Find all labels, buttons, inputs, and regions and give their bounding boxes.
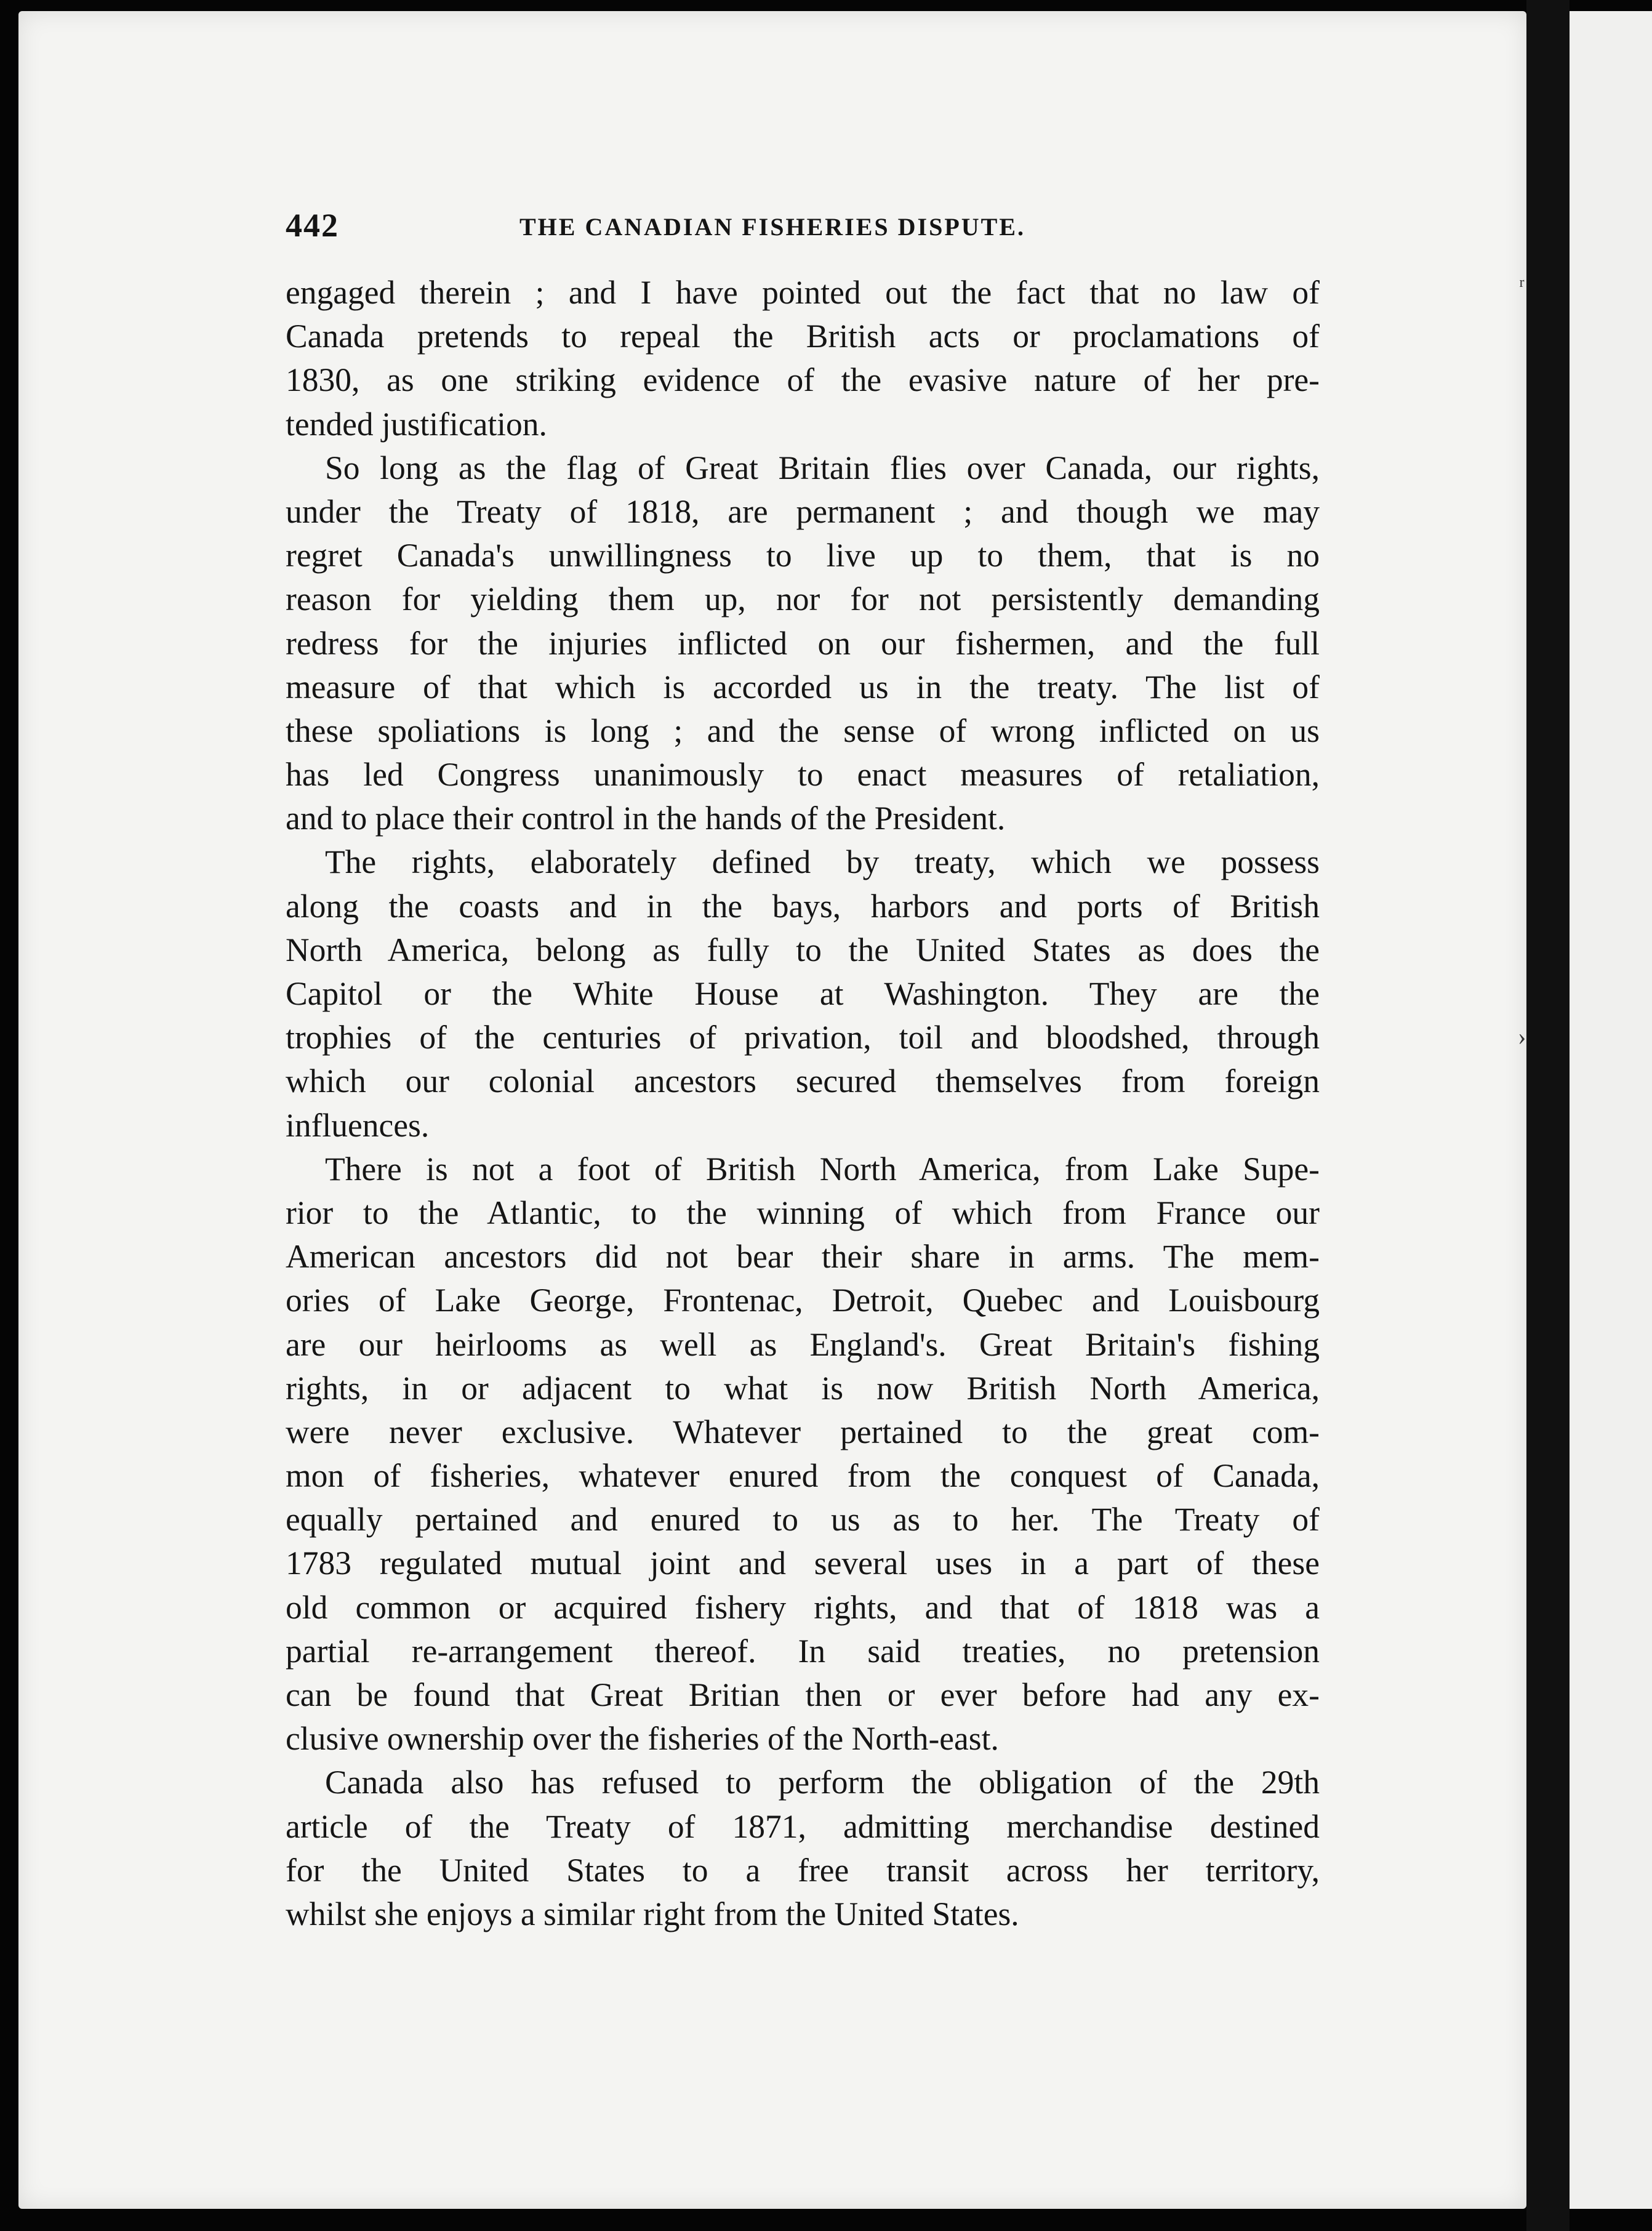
text-line: old common or acquired fishery rights, and that of 1818 was a (286, 1588, 1320, 1626)
text-line: ories of Lake George, Frontenac, Detroit, Quebec and Louisbourg (286, 1282, 1320, 1319)
text-line: redress for the injuries inflicted on our fishermen, and the full (286, 624, 1320, 662)
text-line: measure of that which is accorded us in the treaty. The list of (286, 668, 1320, 705)
paragraph (286, 271, 1320, 446)
text-line: mon of fisheries, whatever enured from the conquest of Canada, (286, 1457, 1320, 1495)
body-text (286, 271, 1320, 1936)
text-line: Capitol or the White House at Washington. They are the (286, 975, 1320, 1012)
text-line: which our colonial ancestors secured themselves from foreign (286, 1063, 1320, 1100)
text-line: There is not a foot of British North America, from Lake Supe- (325, 1150, 1320, 1188)
page-number: 442 (286, 207, 339, 244)
text-line: trophies of the centuries of privation, toil and bloodshed, through (286, 1019, 1320, 1056)
text-line: rights, in or adjacent to what is now British North America, (286, 1369, 1320, 1407)
text-line: has led Congress unanimously to enact measures of retaliation, (286, 756, 1320, 794)
text-line: rior to the Atlantic, to the winning of which from France our (286, 1194, 1320, 1231)
text-line: can be found that Great Britian then or ever before had any ex- (286, 1676, 1320, 1713)
paragraph (286, 446, 1320, 841)
text-line: Canada also has refused to perform the obligation of the 29th (325, 1764, 1320, 1801)
adjacent-page-edge (1570, 11, 1652, 2209)
text-line: equally pertained and enured to us as to her. The Treaty of (286, 1501, 1320, 1538)
text-line: under the Treaty of 1818, are permanent ; and though we may (286, 492, 1320, 530)
margin-mark: ʳ (1519, 271, 1525, 299)
text-line: for the United States to a free transit across her territory, (286, 1851, 1320, 1889)
text-line: whilst she enjoys a similar right from the United States. (286, 1895, 1019, 1932)
text-line: American ancestors did not bear their share in arms. The mem- (286, 1238, 1320, 1276)
text-line: and to place their control in the hands of the President. (286, 800, 1006, 837)
page-gutter (1526, 0, 1570, 2231)
text-line: North America, belong as fully to the United States as does the (286, 931, 1320, 968)
paragraph (286, 1148, 1320, 1761)
text-line: 1830, as one striking evidence of the evasive nature of her pre- (286, 361, 1320, 399)
text-line: regret Canada's unwillingness to live up to them, that is no (286, 537, 1320, 574)
text-line: partial re-arrangement thereof. In said treaties, no pretension (286, 1632, 1320, 1670)
text-line: engaged therein ; and I have pointed out the fact that no law of (286, 274, 1320, 311)
text-line: The rights, elaborately defined by treaty, which we possess (325, 843, 1320, 881)
text-line: tended justification. (286, 405, 547, 443)
text-line: are our heirlooms as well as England's. Great Britain's fishing (286, 1325, 1320, 1363)
running-title: THE CANADIAN FISHERIES DISPUTE. (519, 213, 1026, 241)
text-line: along the coasts and in the bays, harbors and ports of British (286, 887, 1320, 925)
margin-mark: › (1518, 1023, 1526, 1050)
text-line: reason for yielding them up, nor for not persistently demanding (286, 581, 1320, 618)
paragraph (286, 1761, 1320, 1936)
text-line: article of the Treaty of 1871, admitting merchandise destined (286, 1807, 1320, 1845)
text-line: influences. (286, 1106, 430, 1144)
text-line: were never exclusive. Whatever pertained to the great com- (286, 1413, 1320, 1450)
text-line: these spoliations is long ; and the sense of wrong inflicted on us (286, 712, 1320, 749)
paragraph (286, 840, 1320, 1147)
page-header (286, 206, 1332, 262)
text-line: Canada pretends to repeal the British acts or proclamations of (286, 318, 1320, 355)
text-line: clusive ownership over the fisheries of the North-east. (286, 1720, 999, 1758)
text-line: 1783 regulated mutual joint and several uses in a part of these (286, 1545, 1320, 1582)
text-line: So long as the flag of Great Britain flies over Canada, our rights, (325, 449, 1320, 486)
